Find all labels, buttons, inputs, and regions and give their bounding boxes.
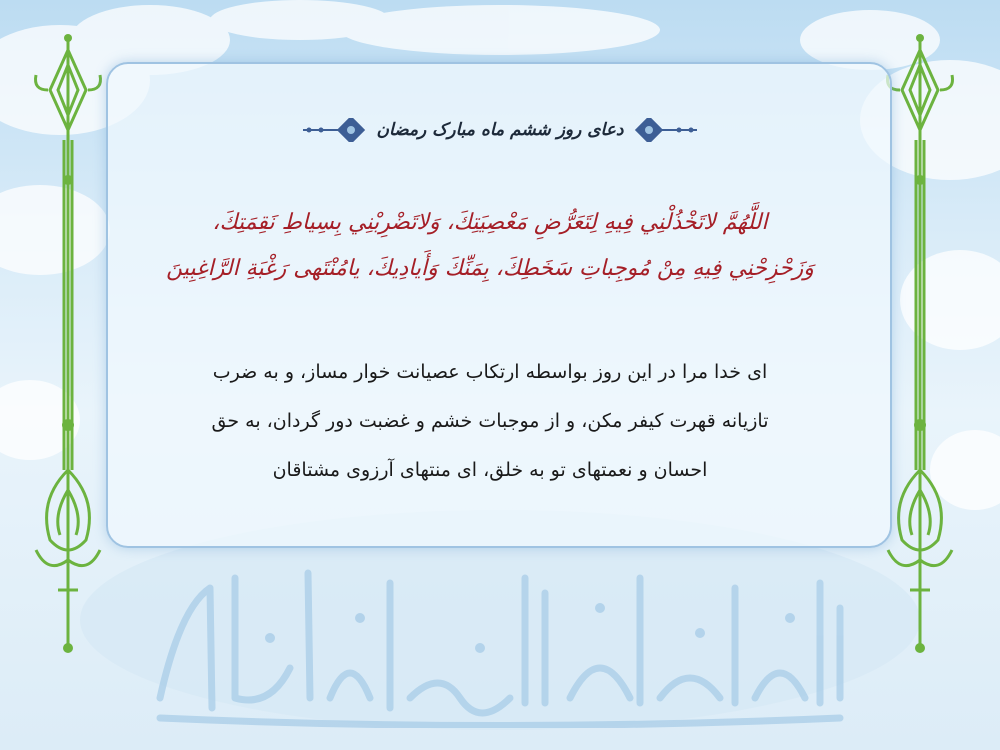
title-ornament-right-icon	[633, 118, 699, 142]
persian-translation-line-3: احسان و نعمتهای تو به خلق، ای منتهای آرزوی مشتاقان	[272, 459, 708, 481]
title-row	[0, 112, 1000, 148]
background-calligraphy	[140, 548, 860, 728]
arabic-prayer-line-2: وَزَحْزِحْنِي فِيهِ مِنْ مُوجِباتِ سَخَطِكَ، بِمَنِّكَ وَأَيادِيكَ، يامُنْتَهى رَغْبَةِ الرَّاغِبِينَ	[166, 256, 814, 281]
persian-translation-line-1: ای خدا مرا در این روز بواسطه ارتکاب عصیانت خوار مساز، و به ضرب	[212, 361, 768, 383]
persian-translation-line-2: تازیانه قهرت کیفر مکن، و از موجبات خشم و غضبت دور گردان، به حق	[211, 410, 769, 432]
arabic-prayer	[150, 200, 830, 292]
arabic-prayer-line-1: اللَّهُمَّ لاتَخْذُلْنِي فِيهِ لِتَعَرُّضِ مَعْصِيَتِكَ، وَلاتَضْرِبْنِي بِسِياطِ نَقِمَتِكَ،	[212, 210, 768, 235]
page-title: دعای روز ششم ماه مبارک رمضان	[376, 120, 624, 140]
persian-translation	[150, 348, 830, 495]
title-ornament-left-icon	[301, 118, 367, 142]
